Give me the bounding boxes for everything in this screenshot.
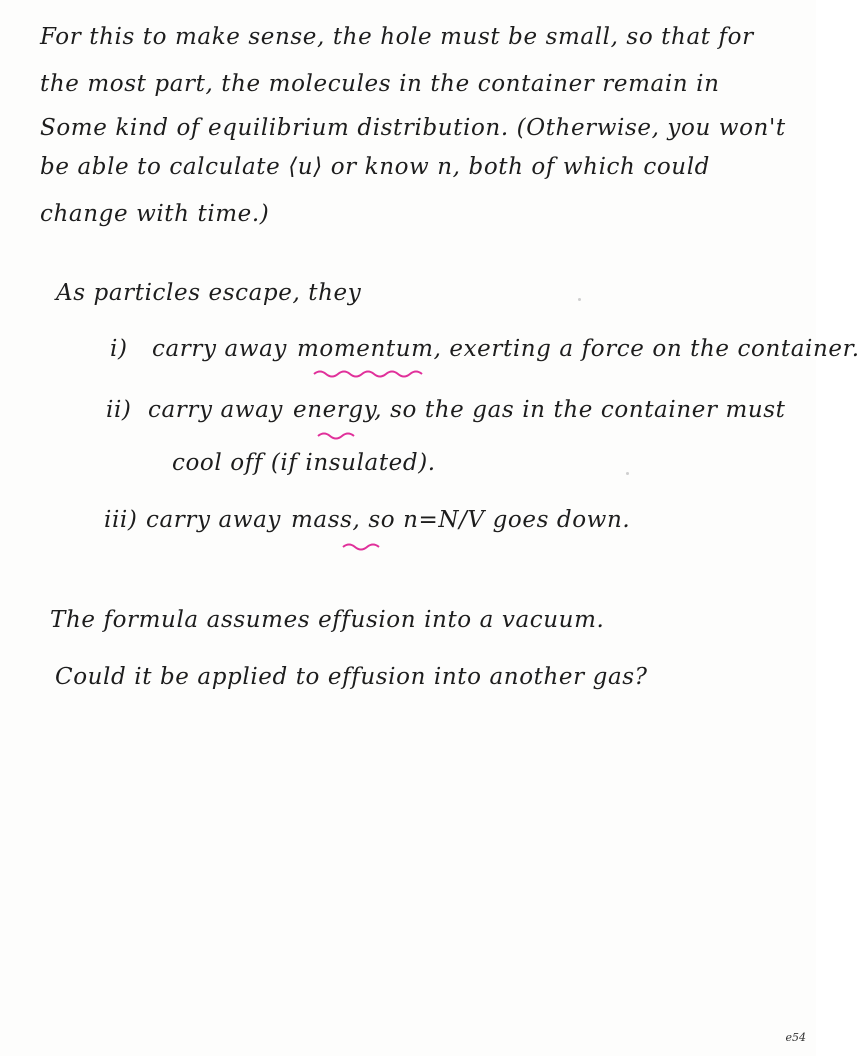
paragraph-line-5: change with time.) (40, 201, 270, 227)
intro-line: As particles escape, they (56, 280, 362, 306)
item-keyword-energy: energy (293, 397, 375, 423)
item-number: iii) (104, 507, 138, 533)
item-verb: carry away (148, 397, 283, 423)
item-verb: carry away (146, 507, 281, 533)
item-tail: , exerting a force on the container. (433, 336, 860, 362)
paragraph-line-4: be able to calculate ⟨u⟩ or know n, both of which could (40, 154, 710, 180)
paper-speck (578, 298, 581, 301)
question-line-1: The formula assumes effusion into a vacuum. (50, 607, 605, 633)
paragraph-line-2: the most part, the molecules in the container remain in (40, 71, 720, 97)
question-line-2: Could it be applied to effusion into another gas? (55, 664, 648, 690)
list-item-mass (104, 505, 630, 535)
item-verb: carry away (152, 336, 287, 362)
page-number: e54 (785, 1031, 806, 1044)
paragraph-line-1: For this to make sense, the hole must be small, so that for (40, 24, 754, 50)
item-number: i) (110, 336, 128, 362)
list-item-momentum (110, 334, 860, 364)
item-keyword-mass: mass (291, 507, 353, 533)
item-tail: , so n=N/V goes down. (352, 507, 631, 533)
paragraph-line-3: Some kind of equilibrium distribution. (Otherwise, you won't (40, 115, 786, 141)
item-keyword-momentum: momentum (297, 336, 434, 362)
item-tail: , so the gas in the container must (374, 397, 786, 423)
item-number: ii) (106, 397, 132, 423)
list-item-energy-continuation: cool off (if insulated). (172, 450, 436, 476)
list-item-energy (106, 395, 786, 425)
paper-speck (626, 472, 629, 475)
